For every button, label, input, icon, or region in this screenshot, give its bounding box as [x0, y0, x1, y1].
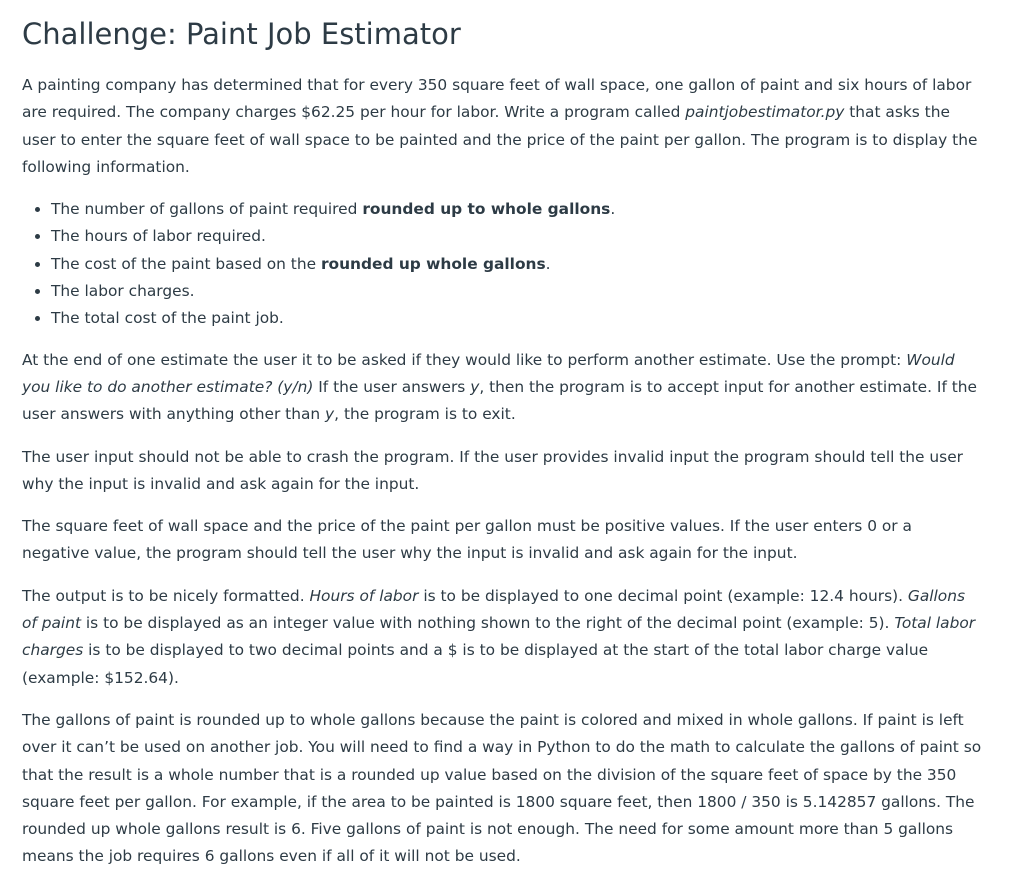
- intro-text-2: that asks the user to enter the square feet of wall space to be painted and the price of the paint per gallon. The program is to display the following information.: [22, 103, 978, 176]
- format-text-4: is to be displayed to two decimal points and a $ is to be displayed at the start of the total labor charge value (example: $152.64).: [22, 641, 929, 687]
- list-item-text: The total cost of the paint job.: [51, 309, 284, 328]
- list-item: [51, 223, 984, 250]
- format-labor: Total labor charges: [22, 614, 976, 660]
- positive-paragraph: The square feet of wall space and the price of the paint per gallon must be positive values. If the user enters 0 or a negative value, the program should tell the user why the input is invalid and ask again for the input.: [22, 517, 912, 563]
- list-item-text: The cost of the paint based on the: [51, 254, 321, 273]
- repeat-y-2: y: [325, 405, 335, 424]
- list-item-text: The number of gallons of paint required: [51, 200, 363, 219]
- list-item-bold: rounded up to whole gallons: [362, 200, 611, 219]
- repeat-text-3: , then the program is to accept input for another estimate. If the user answers with anything other than: [22, 377, 978, 424]
- list-item: [51, 251, 984, 278]
- repeat-text-4: , the program is to exit.: [334, 405, 516, 424]
- format-text-3: is to be displayed as an integer value with nothing shown to the right of the decimal point (example: 5).: [81, 614, 895, 633]
- rounding-paragraph: The gallons of paint is rounded up to whole gallons because the paint is colored and mixed in whole gallons. If paint is left over it can’t be used on another job. You will need to find a way in Python to do the math to calculate the gallons of paint so that the result is a whole number that is a rounded up value based on the division of the square feet of space by the 350 square feet per gallon. For example, if the area to be painted is 1800 square feet, then 1800 / 350 is 5.142857 gallons. The rounded up whole gallons result is 6. Five gallons of paint is not enough. The need for some amount more than 5 gallons means the job requires 6 gallons even if all of it will not be used.: [22, 710, 982, 866]
- filename: paintjobestimator.py: [685, 103, 845, 122]
- list-item: [51, 305, 984, 332]
- list-item-end: .: [545, 254, 551, 273]
- repeat-paragraph: [22, 347, 984, 429]
- format-text-1: The output is to be nicely formatted.: [22, 586, 310, 605]
- repeat-y-1: y: [470, 377, 480, 396]
- list-item-bold: rounded up whole gallons: [320, 254, 546, 273]
- list-item-text: The hours of labor required.: [51, 227, 266, 246]
- list-item: [51, 196, 984, 223]
- requirements-list: [22, 196, 984, 332]
- list-item: [51, 278, 984, 305]
- crash-paragraph: The user input should not be able to crash the program. If the user provides invalid input the program should tell the user why the input is invalid and ask again for the input.: [22, 447, 963, 493]
- repeat-text-1: At the end of one estimate the user it to be asked if they would like to perform another estimate. Use the prompt:: [22, 350, 907, 369]
- repeat-prompt: Would you like to do another estimate? (y/n): [22, 350, 955, 396]
- intro-paragraph: [22, 72, 984, 181]
- list-item-text: The labor charges.: [51, 282, 195, 301]
- format-hours: Hours of labor: [309, 586, 419, 605]
- format-paragraph: [22, 583, 984, 692]
- intro-text-1: A painting company has determined that for every 350 square feet of wall space, one gallon of paint and six hours of labor are required. The company charges $62.25 per hour for labor. Write a program called: [22, 76, 972, 122]
- repeat-text-2: If the user answers: [313, 377, 471, 396]
- format-gallons: Gallons of paint: [22, 586, 965, 633]
- list-item-end: .: [610, 200, 616, 219]
- page-title: Challenge: Paint Job Estimator: [22, 17, 461, 51]
- format-text-2: is to be displayed to one decimal point (example: 12.4 hours).: [418, 586, 908, 605]
